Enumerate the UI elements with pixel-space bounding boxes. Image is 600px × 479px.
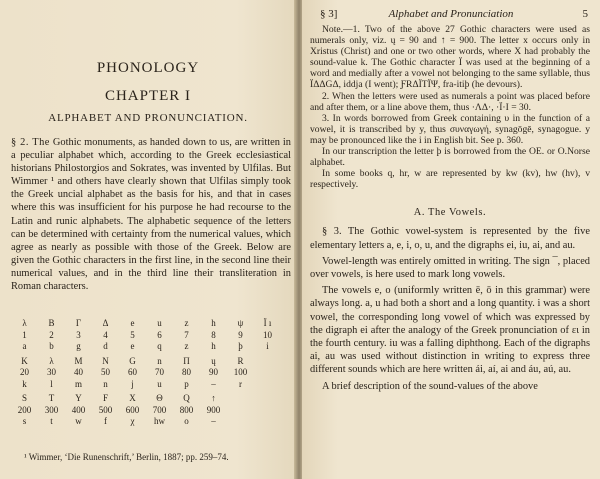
page-number: 5	[582, 8, 588, 20]
alphabet-cell: λ	[22, 318, 27, 328]
alphabet-cell: 1	[22, 329, 27, 340]
alphabet-cell: l	[50, 378, 53, 389]
alphabet-cell: k	[22, 378, 27, 389]
chapter-heading: CHAPTER I	[104, 88, 192, 104]
alphabet-cell: 900	[206, 404, 221, 415]
alphabet-cell: K	[21, 355, 28, 366]
note-3: 3. In words borrowed from Greek containing υ in the function of a vowel, it is transcribed by y, thus συναγωγή, synagōgē, synagogue. y may be pronounced like the i in English bit. See p. 360.	[310, 112, 590, 146]
left-body	[11, 136, 291, 293]
alphabet-cell: s	[22, 416, 27, 426]
section-2-text: Gothic monuments, as handed down to us, are written in a peculiar alphabet which, according to the Greek ecclesiastical historians Philostorgios and Sokrates, was invented by Ulfilas. But Wimmer ¹ and others have clearly shown that Ulfilas simply took the Greek uncial alphabet as the basis for his, and that in cases where this was insufficient for his purpose he had recourse to the Latin and runic alphabets. The alphabetic sequence of the letters can be determined with certainty from the numerical values, which agree as nearly as possible with those of the Greek. Below are given the Gothic characters in the first line, in the second line their numerical values, and in the third line their transliteration in Roman characters.	[11, 137, 291, 293]
alphabet-cell: 600	[125, 404, 140, 415]
section-3-paragraph: § 3. The Gothic vowel-system is represented by the five elementary letters a, e, i, o, u, and the digraphs ei, iu, ai, and au.	[310, 226, 590, 251]
alphabet-cell: 70	[155, 367, 164, 377]
running-title: Alphabet and Pronunciation	[388, 8, 514, 20]
alphabet-cell: N	[102, 355, 109, 366]
vowels-eo-paragraph: The vowels e, o (uniformly written ē, ō in this grammar) were always long. a, u had both a short and a long quantity. i was a short vowel, the corresponding long vowel of which was expressed by the digraph ei after the analogy of the Greek pronunciation of ει in the fourth century. iu was a falling diphthong. Each of the digraphs ai, au was used without distinction in writing to express three different sounds which are here written ái, aí, ai and áu, aú, au.	[310, 285, 590, 376]
alphabet-cell: 3	[76, 329, 81, 340]
alphabet-row	[11, 393, 281, 405]
alphabet-cell: M	[74, 355, 83, 366]
alphabet-cell: T	[48, 393, 55, 403]
alphabet-cell: ↑	[211, 393, 216, 403]
section-2-paragraph	[11, 136, 291, 293]
alphabet-cell: o	[184, 416, 189, 426]
alphabet-cell: G	[129, 355, 136, 366]
alphabet-cell: d	[103, 341, 108, 351]
alphabet-cell: F	[102, 393, 108, 403]
alphabet-cell: 300	[44, 404, 59, 415]
note-1: Note.—1. Two of the above 27 Gothic characters were used as numerals only, viz. ų = 90 and ↑ = 900. The letter x occurs only in Xristus (Christ) and one or two other words, where X had probably the sound-value k. The Gothic character Ï was used at the beginning of a word and medially after a vowel not belonging to the same syllable, thus ÏΔΔGΔ, iddja (I went); ƑRΔΪТΪΨ, fra-itiþ (he devours).	[310, 24, 590, 91]
alphabet-cell: 9	[238, 329, 243, 340]
alphabet-cell: 10	[263, 329, 272, 340]
alphabet-cell: 500	[98, 404, 113, 415]
alphabet-cell	[254, 367, 281, 379]
left-page	[0, 0, 296, 479]
alphabet-cell: e	[130, 341, 135, 351]
alphabet-cell: 100	[233, 367, 248, 377]
alphabet-cell	[254, 393, 281, 405]
alphabet-cell: –	[211, 416, 216, 426]
alphabet-cell	[254, 356, 281, 368]
alphabet-cell: e	[130, 318, 135, 328]
alphabet-cell	[227, 416, 254, 428]
vowels-heading: A. The Vowels.	[413, 207, 487, 219]
transcription-note: In our transcription the letter þ is borrowed from the OE. or O.Norse alphabet.	[310, 146, 590, 169]
alphabet-cell	[254, 379, 281, 391]
alphabet-cell: h	[211, 341, 216, 351]
alphabet-cell: λ	[49, 355, 54, 366]
note-2: 2. When the letters were used as numerals a point was placed before and after them, or a line above them, thus ·ΛΔ·, ·Ï·Ι = 30.	[310, 90, 590, 113]
alphabet-cell: 80	[182, 367, 191, 377]
alphabet-cell: –	[211, 378, 216, 389]
alphabet-row	[11, 405, 281, 417]
alphabet-cell: z	[184, 341, 189, 351]
alphabet-cell: ų	[211, 355, 216, 366]
alphabet-row	[11, 330, 281, 342]
alphabet-cell: 2	[49, 329, 54, 340]
section-2-lead: § 2. The	[11, 137, 50, 148]
section-ref: § 3]	[320, 8, 338, 20]
alphabet-cell	[227, 405, 254, 417]
gothic-alphabet-table	[11, 318, 281, 428]
alphabet-cell: Θ	[156, 393, 163, 403]
right-page	[302, 0, 600, 479]
alphabet-cell: 800	[179, 404, 194, 415]
alphabet-cell: 40	[74, 367, 83, 377]
alphabet-cell	[254, 405, 281, 417]
alphabet-cell: 50	[101, 367, 110, 377]
alphabet-row	[11, 379, 281, 391]
digraph-note: In some books q, hr, w are represented by kw (kv), hw (hv), v respectively.	[310, 168, 590, 191]
vowel-length-paragraph: Vowel-length was entirely omitted in writing. The sign ¯, placed over vowels, is here used to mark long vowels.	[310, 255, 590, 281]
alphabet-cell: j	[131, 378, 134, 389]
alphabet-cell: g	[76, 341, 81, 351]
alphabet-cell: i	[266, 341, 269, 351]
alphabet-cell: n	[157, 355, 162, 366]
alphabet-cell: q	[157, 341, 162, 351]
alphabet-cell: Π	[183, 355, 190, 366]
alphabet-cell: h	[211, 318, 216, 328]
alphabet-cell: Y	[75, 393, 82, 403]
alphabet-cell: 200	[17, 404, 32, 415]
alphabet-cell	[227, 393, 254, 405]
alphabet-row	[11, 367, 281, 379]
alphabet-cell: 60	[128, 367, 137, 377]
alphabet-cell: 4	[103, 329, 108, 340]
alphabet-cell: B	[48, 318, 55, 328]
alphabet-cell: R	[237, 355, 244, 366]
alphabet-cell: 20	[20, 367, 29, 377]
alphabet-cell	[254, 416, 281, 428]
alphabet-row	[11, 356, 281, 368]
alphabet-cell: b	[49, 341, 54, 351]
alphabet-cell: Q	[183, 393, 190, 403]
alphabet-cell: m	[74, 378, 82, 389]
alphabet-cell: ψ	[237, 318, 244, 328]
alphabet-cell: χ	[130, 416, 135, 426]
alphabet-cell: X	[129, 393, 136, 403]
alphabet-row	[11, 341, 281, 353]
alphabet-cell: þ	[238, 341, 243, 351]
alphabet-cell: 6	[157, 329, 162, 340]
alphabet-cell: 30	[47, 367, 56, 377]
alphabet-cell: w	[75, 416, 82, 426]
part-title: PHONOLOGY	[96, 60, 200, 76]
alphabet-cell: hw	[154, 416, 165, 426]
alphabet-cell: S	[21, 393, 27, 403]
alphabet-cell: Ï ı	[263, 318, 272, 328]
right-body	[310, 24, 590, 393]
alphabet-cell: f	[104, 416, 107, 426]
chapter-title: ALPHABET AND PRONUNCIATION.	[48, 112, 248, 124]
alphabet-cell: 8	[211, 329, 216, 340]
alphabet-cell: 7	[184, 329, 189, 340]
alphabet-cell: a	[22, 341, 27, 351]
alphabet-row	[11, 318, 281, 330]
footnote: ¹ Wimmer, ‘Die Runenschrift,’ Berlin, 1887; pp. 259–74.	[24, 452, 229, 462]
alphabet-cell: u	[157, 378, 162, 389]
alphabet-cell: 90	[209, 367, 218, 377]
alphabet-cell: n	[103, 378, 108, 389]
alphabet-cell: r	[239, 378, 242, 389]
alphabet-cell: p	[184, 378, 189, 389]
alphabet-cell: Γ	[75, 318, 82, 328]
running-header	[310, 8, 592, 22]
alphabet-cell: 5	[130, 329, 135, 340]
alphabet-cell: Δ	[102, 318, 109, 328]
alphabet-cell: z	[184, 318, 189, 328]
alphabet-cell: t	[50, 416, 53, 426]
alphabet-cell: 400	[71, 404, 86, 415]
alphabet-row	[11, 416, 281, 428]
closing-line: A brief description of the sound-values of the above	[322, 380, 538, 392]
alphabet-cell: 700	[152, 404, 167, 415]
alphabet-cell: u	[157, 318, 162, 328]
